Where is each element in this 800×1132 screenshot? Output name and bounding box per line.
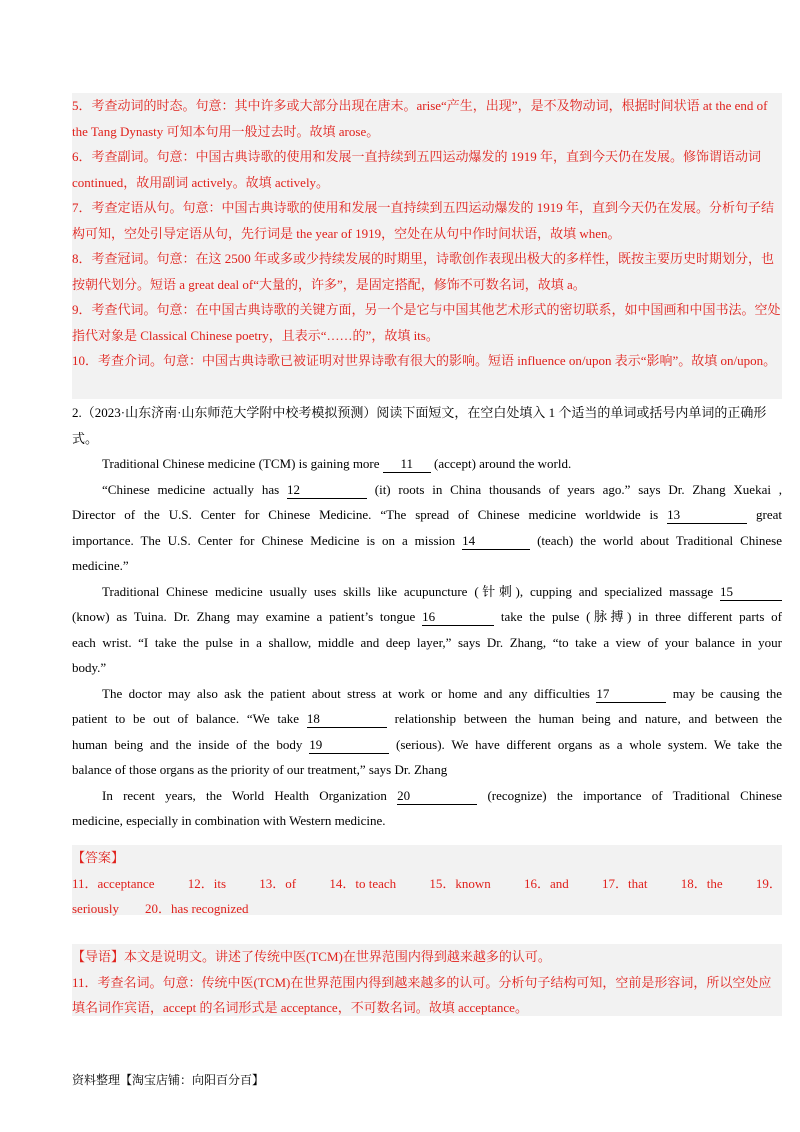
question-intro: 2.（2023·山东济南·山东师范大学附中校考模拟预测）阅读下面短文，在空白处填入 1 个适当的单词或括号内单词的正确形式。 — [72, 405, 767, 446]
passage-paragraph-2-line-4: medicine.” — [72, 558, 129, 573]
answer-block — [72, 845, 782, 915]
guide-summary: 【导语】本文是说明文。讲述了传统中医(TCM)在世界范围内得到越来越多的认可。 — [72, 949, 551, 964]
explanation-11: 11．考查名词。句意：传统中医(TCM)在世界范围内得到越来越多的认可。分析句子结构可知，空前是形容词，所以空处应填名词作宾语，accept 的名词形式是 acceptance，不可数名词。故填 acceptance。 — [72, 974, 772, 1015]
answer-row-2: seriously 20．has recognized — [72, 901, 249, 916]
answer-19: 19． — [755, 875, 782, 891]
explanation-9: 9．考查代词。句意：在中国古典诗歌的关键方面，另一个是它与中国其他艺术形式的密切联系，如中国画和中国书法。空处指代对象是 Classical Chinese poetry，且表示“……的”，故填 its。 — [72, 302, 781, 343]
blank-11[interactable]: 11 — [383, 456, 431, 473]
blank-12[interactable]: 12 — [287, 482, 367, 499]
blank-20[interactable]: 20 — [397, 788, 477, 805]
answer-11: 11．acceptance — [72, 875, 155, 891]
answer-17: 17．that — [602, 875, 648, 891]
blank-13[interactable]: 13 — [667, 507, 747, 524]
passage-paragraph-3-line-1: Traditional Chinese medicine usually uses skills like acupuncture (针刺), cupping and specialized massage 15 — [72, 579, 782, 605]
passage-paragraph-4-line-4: balance of those organs as the priority of our treatment,” says Dr. Zhang — [72, 762, 448, 777]
answer-row-1 — [72, 871, 782, 897]
answer-14: 14．to teach — [329, 875, 397, 891]
answer-13: 13．of — [259, 875, 297, 891]
passage-paragraph-4-line-3: human being and the inside of the body 19 (serious). We have different organs as a whole system. We take the — [72, 736, 783, 752]
passage-paragraph-1: Traditional Chinese medicine (TCM) is gaining more 11 (accept) around the world. — [102, 456, 572, 471]
blank-15[interactable]: 15 — [720, 584, 782, 601]
passage-paragraph-3-line-4: body.” — [72, 660, 107, 675]
passage-paragraph-5-line-2: medicine, especially in combination with Western medicine. — [72, 813, 386, 828]
footer-note: 资料整理【淘宝店铺：向阳百分百】 — [72, 1073, 265, 1087]
blank-14[interactable]: 14 — [462, 533, 530, 550]
passage-paragraph-3-line-2: (know) as Tuina. Dr. Zhang may examine a patient’s tongue 16 take the pulse (脉搏) in three different parts of — [72, 609, 782, 624]
passage-paragraph-5-line-1: In recent years, the World Health Organization 20 (recognize) the importance of Traditional Chinese — [102, 787, 783, 803]
blank-19[interactable]: 19 — [309, 737, 389, 754]
explanation-block — [72, 93, 782, 399]
answer-heading: 【答案】 — [72, 850, 125, 865]
explanation-6: 6．考查副词。句意：中国古典诗歌的使用和发展一直持续到五四运动爆发的 1919 年，直到今天仍在发展。修饰谓语动词 continued，故用副词 actively。故填 actively。 — [72, 149, 762, 190]
blank-16[interactable]: 16 — [422, 609, 494, 626]
guide-block — [72, 944, 782, 1016]
passage-paragraph-4-line-2: patient to be out of balance. “We take 18 relationship between the human being and nature, and between the — [72, 711, 783, 726]
blank-17[interactable]: 17 — [596, 686, 666, 703]
blank-18[interactable]: 18 — [307, 711, 387, 728]
passage-paragraph-4-line-1: The doctor may also ask the patient about stress at work or home and any difficulties 17 may be causing the — [102, 685, 783, 701]
explanation-7: 7．考查定语从句。句意：中国古典诗歌的使用和发展一直持续到五四运动爆发的 1919 年，直到今天仍在发展。分析句子结构可知，空处引导定语从句，先行词是 the year of 1919，空处在从句中作时间状语，故填 when。 — [72, 200, 775, 241]
question-2 — [72, 400, 782, 834]
answer-16: 16．and — [524, 875, 569, 891]
explanation-10: 10．考查介词。句意：中国古典诗歌已被证明对世界诗歌有很大的影响。短语 influence on/upon 表示“影响”。故填 on/upon。 — [72, 353, 777, 368]
answer-12: 12．its — [187, 875, 227, 891]
answer-18: 18．the — [680, 875, 723, 891]
explanation-8: 8．考查冠词。句意：在这 2500 年或多或少持续发展的时期里，诗歌创作表现出极大的多样性，既按主要历史时期划分，也按朝代划分。短语 a great deal of“大量的，许多”，是固定搭配，修饰不可数名词，故填 a。 — [72, 251, 775, 292]
passage-paragraph-2-line-1: “Chinese medicine actually has 12 (it) roots in China thousands of years ago.” says Dr. Zhang Xuekai , — [102, 481, 783, 497]
passage-paragraph-3-line-3: each wrist. “I take the pulse in a shallow, middle and deep layer,” says Dr. Zhang, “to take a view of your balance in your — [72, 634, 782, 650]
passage-paragraph-2-line-3: importance. The U.S. Center for Chinese Medicine is on a mission 14 (teach) the world about Traditional Chinese — [72, 532, 783, 548]
explanation-5: 5．考查动词的时态。句意：其中许多或大部分出现在唐末。arise“产生，出现”，是不及物动词，根据时间状语 at the end of the Tang Dynasty 可知本句用一般过去时。故填 arose。 — [72, 98, 768, 139]
passage-paragraph-2-line-2: Director of the U.S. Center for Chinese Medicine. “The spread of Chinese medicine worldwide is 13 great — [72, 507, 783, 522]
answer-15: 15．known — [429, 875, 491, 891]
